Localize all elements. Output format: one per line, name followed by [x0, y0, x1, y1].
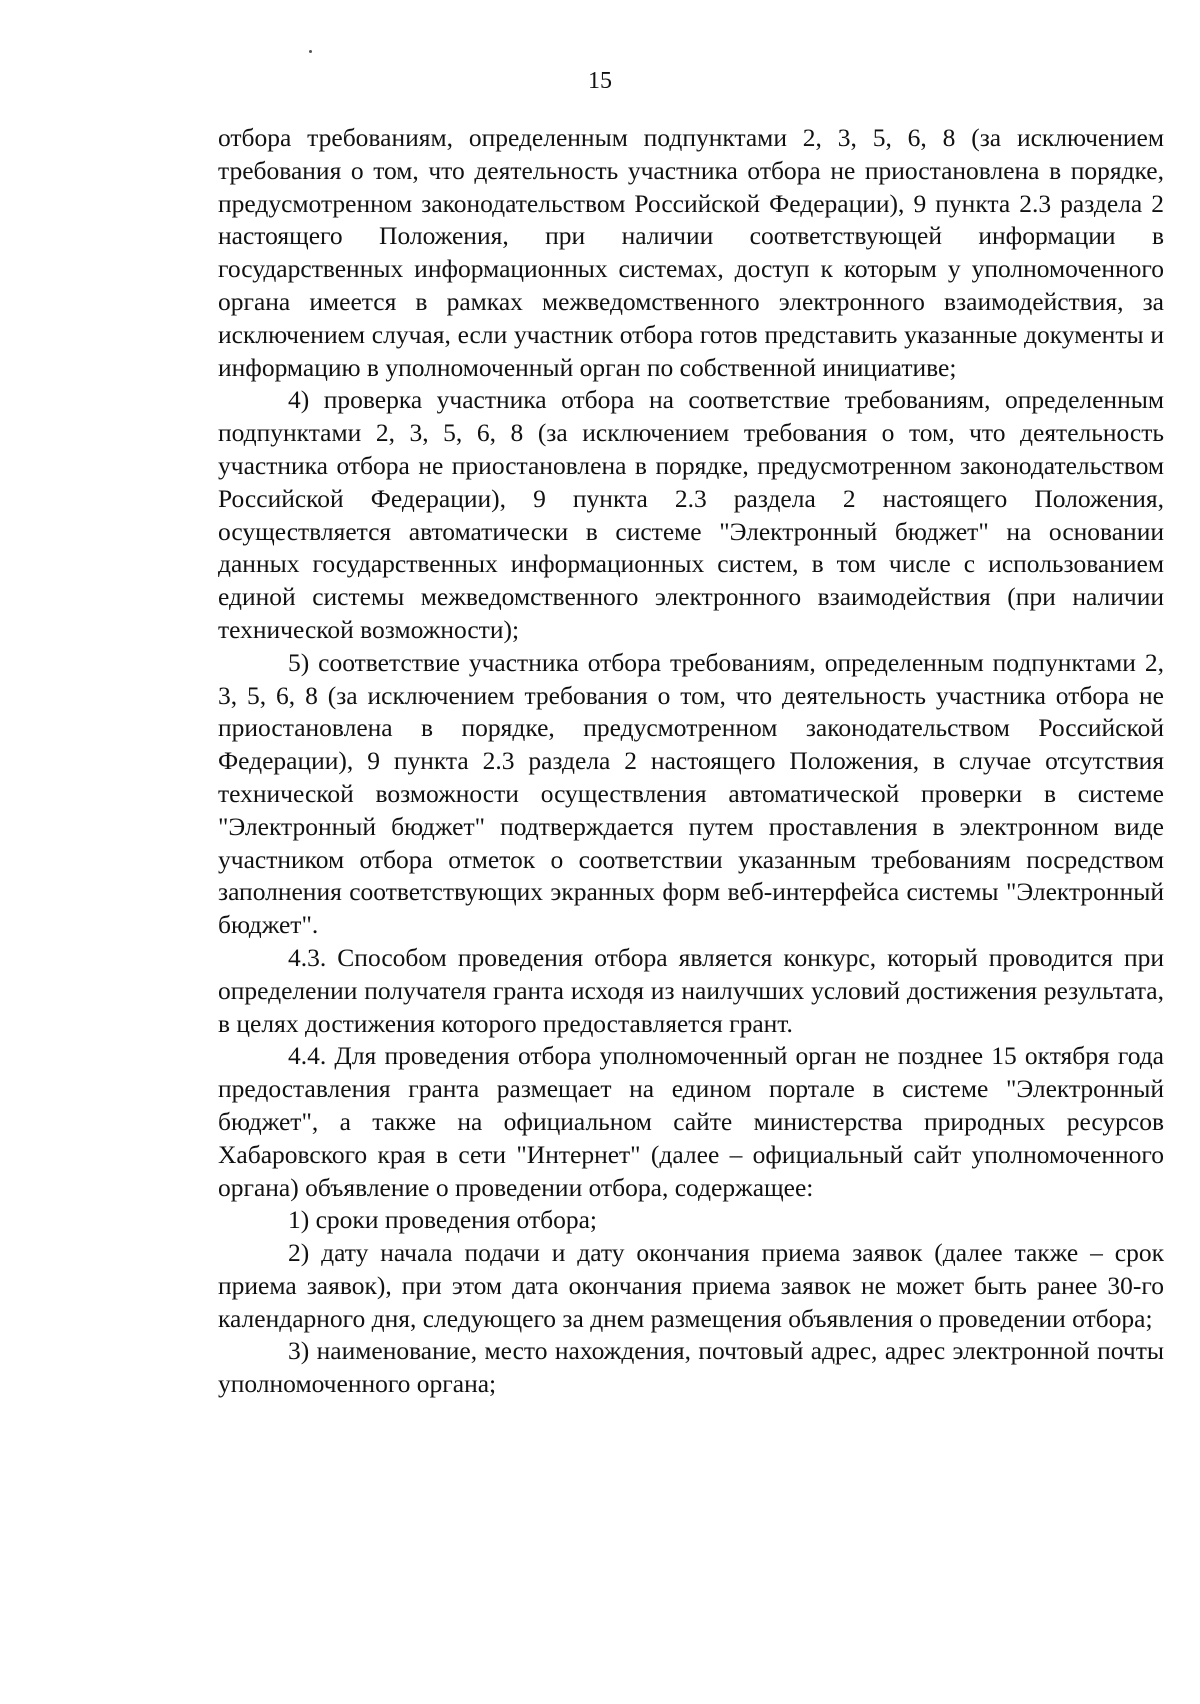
- paragraph-4-3: 4.3. Способом проведения отбора является конкурс, который проводится при определении получателя гранта исходя из наилучших условий достижения результата, в целях достижения которого предоставляется грант.: [218, 942, 1164, 1038]
- paragraph-4-4: 4.4. Для проведения отбора уполномоченный орган не позднее 15 октября года предоставления гранта размещает на едином портале в системе "Электронный бюджет", а также на официальном сайте министерства природных ресурсов Хабаровского края в сети "Интернет" (далее – официальный сайт уполномоченного органа) объявление о проведении отбора, содержащее:: [218, 1041, 1164, 1202]
- paragraph-continuation: отбора требованиям, определенным подпунктами 2, 3, 5, 6, 8 (за исключением требования о том, что деятельность участника отбора не приостановлена в порядке, предусмотренном законодательством Российской Федерации), 9 пункта 2.3 раздела 2 настоящего Положения, при наличии соответствующей информации в государственных информационных системах, доступ к которым у уполномоченного органа имеется в рамках межведомственного электронного взаимодействия, за исключением случая, если участник отбора готов представить указанные документы и информацию в уполномоченный орган по собственной инициативе;: [218, 123, 1164, 382]
- paragraph-item-5: 5) соответствие участника отбора требованиям, определенным подпунктами 2, 3, 5, 6, 8 (за исключением требования о том, что деятельность участника отбора не приостановлена в порядке, предусмотренном законодательством Российской Федерации), 9 пункта 2.3 раздела 2 настоящего Положения, в случае отсутствия технической возможности осуществления автоматической проверки в системе "Электронный бюджет" подтверждается путем проставления в электронном виде участником отбора отметок о соответствии указанным требованиям посредством заполнения соответствующих экранных форм веб-интерфейса системы "Электронный бюджет".: [218, 647, 1164, 940]
- scan-speck: [309, 50, 312, 53]
- list-item-1: 1) сроки проведения отбора;: [288, 1205, 597, 1235]
- list-item-3: 3) наименование, место нахождения, почтовый адрес, адрес электронной почты уполномоченного органа;: [218, 1336, 1164, 1399]
- page-number: 15: [588, 68, 612, 94]
- list-item-2: 2) дату начала подачи и дату окончания приема заявок (далее также – срок приема заявок), при этом дата окончания приема заявок не может быть ранее 30-го календарного дня, следующего за днем размещения объявления о проведении отбора;: [218, 1238, 1164, 1333]
- paragraph-item-4: 4) проверка участника отбора на соответствие требованиям, определенным подпунктами 2, 3, 5, 6, 8 (за исключением требования о том, что деятельность участника отбора не приостановлена в порядке, предусмотренном законодательством Российской Федерации), 9 пункта 2.3 раздела 2 настоящего Положения, осуществляется автоматически в системе "Электронный бюджет" на основании данных государственных информационных систем, в том числе с использованием единой системы межведомственного электронного взаимодействия (при наличии технической возможности);: [218, 385, 1164, 644]
- document-body: [218, 122, 1164, 1401]
